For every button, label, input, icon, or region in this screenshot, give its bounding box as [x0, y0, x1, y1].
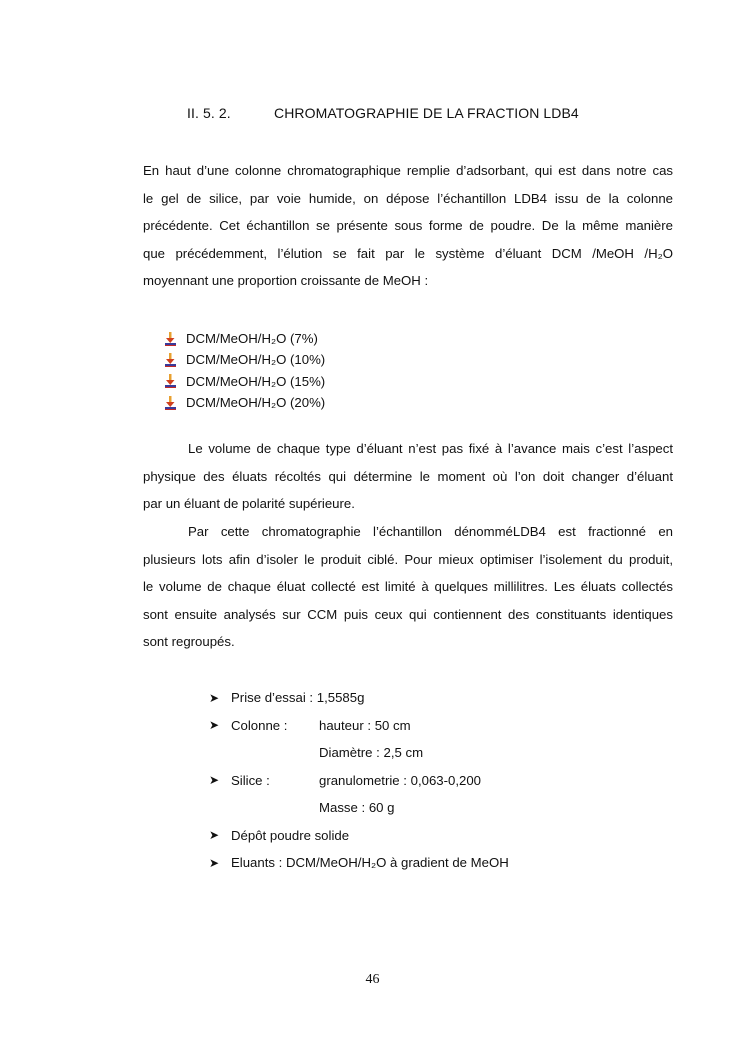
arrow-bullet-icon: ➤: [209, 718, 220, 733]
spec-sample: [209, 684, 509, 712]
spec-column-height: hauteur : 50 cm: [319, 717, 411, 733]
volume-paragraph: [143, 435, 673, 518]
spec-deposit: [209, 822, 509, 850]
page-number: 46: [365, 972, 380, 987]
spec-deposit-text: Dépôt poudre solide: [231, 827, 350, 843]
spec-column: [209, 712, 509, 740]
fraction-paragraph: [143, 518, 673, 656]
spec-silica: [209, 767, 509, 795]
section-number: II. 5. 2.: [187, 105, 231, 121]
eluent-label: DCM/MeOH/H₂O (10%): [186, 352, 326, 368]
paragraph-line: sont ensuite analysés sur CCM puis ceux qui contiennent des constituants identiques: [143, 606, 673, 622]
arrow-bullet-icon: ➤: [209, 690, 220, 705]
list-item: [162, 371, 325, 392]
spec-sample-text: Prise d’essai : 1,5585g: [231, 690, 365, 706]
spec-silica-label: Silice :: [231, 772, 270, 788]
list-item: [162, 328, 325, 349]
eluent-label: DCM/MeOH/H₂O (15%): [186, 373, 326, 389]
section-heading: [187, 105, 579, 121]
spec-silica-granulometry: granulometrie : 0,063-0,200: [319, 772, 482, 788]
intro-line: précédente. Cet échantillon se présente sous forme de poudre. De la même manière: [143, 218, 673, 233]
bullet-arrow-icon: [162, 395, 178, 411]
list-item: [162, 349, 325, 370]
paragraph-line: Par cette chromatographie l’échantillon dénomméLDB4 est fractionné en: [188, 524, 673, 539]
eluent-label: DCM/MeOH/H₂O (7%): [186, 331, 318, 346]
paragraph-line: par un éluant de polarité supérieure.: [143, 496, 355, 511]
bullet-arrow-icon: [162, 352, 178, 368]
arrow-bullet-icon: ➤: [209, 828, 220, 843]
spec-column-diameter: Diamètre : 2,5 cm: [319, 745, 424, 760]
eluent-label: DCM/MeOH/H₂O (20%): [186, 394, 326, 410]
spec-eluants-text: Eluants : DCM/MeOH/H₂O à gradient de MeOH: [231, 855, 509, 871]
list-item: [162, 392, 325, 413]
paragraph-line: sont regroupés.: [143, 634, 235, 649]
arrow-bullet-icon: ➤: [209, 773, 220, 788]
bullet-arrow-icon: [162, 373, 178, 389]
spec-eluants: [209, 849, 509, 877]
paragraph-line: plusieurs lots afin d’isoler le produit ciblé. Pour mieux optimiser l’isolement du produit,: [143, 551, 673, 567]
arrow-bullet-icon: ➤: [209, 855, 220, 870]
eluent-list: [162, 328, 325, 413]
intro-line: le gel de silice, par voie humide, on dépose l’échantillon LDB4 issu de la colonne: [143, 190, 673, 206]
spec-silica-mass: Masse : 60 g: [319, 800, 395, 815]
intro-line: En haut d’une colonne chromatographique remplie d’adsorbant, qui est dans notre cas: [143, 163, 673, 178]
spec-column-label: Colonne :: [231, 717, 288, 733]
intro-paragraph: [143, 157, 673, 295]
paragraph-line: Le volume de chaque type d’éluant n’est pas fixé à l’avance mais c’est l’aspect: [188, 441, 673, 456]
section-title: CHROMATOGRAPHIE DE LA FRACTION LDB4: [274, 105, 579, 121]
intro-line: moyennant une proportion croissante de MeOH :: [143, 273, 429, 288]
paragraph-line: physique des éluats récoltés qui détermine le moment où l’on doit changer d’éluant: [143, 468, 673, 484]
bullet-arrow-icon: [162, 331, 178, 347]
intro-line: que précédemment, l’élution se fait par le système d’éluant DCM /MeOH /H₂O: [143, 245, 673, 261]
paragraph-line: le volume de chaque éluat collecté est limité à quelques millilitres. Les éluats collectés: [143, 579, 673, 594]
experiment-specs: [209, 684, 509, 877]
